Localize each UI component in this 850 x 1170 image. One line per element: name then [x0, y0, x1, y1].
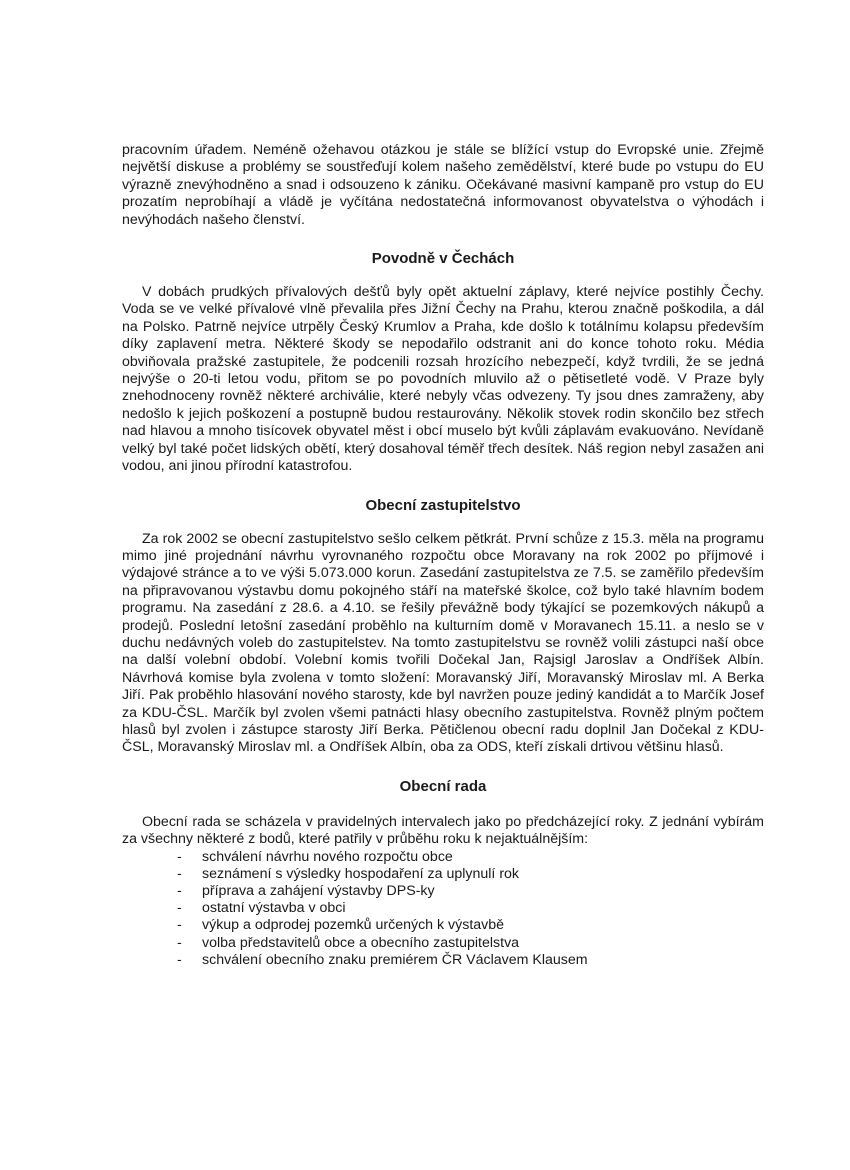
- bullet-dash: -: [177, 917, 182, 934]
- bullet-dash: -: [177, 951, 182, 968]
- list-item-text: příprava a zahájení výstavby DPS-ky: [202, 883, 435, 899]
- bullet-dash: -: [177, 865, 182, 882]
- list-item: [122, 935, 764, 952]
- board-paragraph: Obecní rada se scházela v pravidelných intervalech jako po předcházející roky. Z jednání vybírám za všechny některé z bodů, které patřily v průběhu roku k nejaktuálnějším:: [122, 813, 764, 848]
- floods-paragraph: V dobách prudkých přívalových dešťů byly opět aktuelní záplavy, které nejvíce postihly Čechy. Voda se ve velké přívalové vlně převalila přes Jižní Čechy na Prahu, kterou značně poškodila, a dál na Polsko. Patrně nejvíce utrpěly Český Krumlov a Praha, kde došlo k totálnímu kolapsu především díky zaplavení metra. Některé škody se nepodařilo odstranit ani do konce tohoto roku. Média obviňovala pražské zastupitele, že podcenili rozsah hrozícího nebezpečí, když tvrdili, že se jedná nejvýše o 20-ti letou vodu, přitom se po povodních mluvilo až o pětisetleté vodě. V Praze byly znehodnoceny rovněž některé archiválie, které nebyly včas odvezeny. Ty jsou dnes zamraženy, aby nedošlo k jejich poškození a postupně budou restaurovány. Několik stovek rodin skončilo bez střech nad hlavou a mnoho tisícovek obyvatel měst i obcí muselo být kvůli záplavám evakuováno. Nevídaně velký byl také počet lidských obětí, který dosahoval téměř třech desítek. Náš region nebyl zasažen ani vodou, ani jinou přírodní katastrofou.: [122, 284, 764, 475]
- page-content: [122, 142, 764, 969]
- list-item: [122, 917, 764, 934]
- list-item-text: schválení návrhu nového rozpočtu obce: [202, 848, 453, 865]
- list-item: [122, 849, 764, 866]
- list-item-text: schválení obecního znaku premiérem ČR Václavem Klausem: [202, 951, 588, 968]
- bullet-dash: -: [177, 900, 182, 917]
- list-item: [122, 866, 764, 883]
- section-heading-council: Obecní zastupitelstvo: [365, 496, 521, 514]
- list-item: [122, 900, 764, 917]
- board-agenda-list: [122, 849, 764, 969]
- list-item-text: volba představitelů obce a obecního zastupitelstva: [202, 934, 520, 951]
- intro-paragraph: pracovním úřadem. Neméně ožehavou otázkou je stále se blížící vstup do Evropské unie. Zřejmě největší diskuse a problémy se soustřeďují kolem našeho zemědělství, které bude po vstupu do EU výrazně znevýhodněno a snad i odsouzeno k zániku. Očekávané masivní kampaně pro vstup do EU prozatím neprobíhají a vládě je vyčítána nedostatečná informovanost obyvatelstva o výhodách i nevýhodách našeho členství.: [122, 142, 764, 228]
- list-item: [122, 952, 764, 969]
- section-heading-floods: Povodně v Čechách: [371, 250, 515, 268]
- section-heading-board: Obecní rada: [399, 777, 487, 795]
- list-item-text: seznámení s výsledky hospodaření za uplynulí rok: [202, 865, 520, 882]
- list-item: [122, 883, 764, 900]
- bullet-dash: -: [177, 883, 182, 899]
- bullet-dash: -: [177, 848, 182, 865]
- bullet-dash: -: [177, 934, 182, 951]
- list-item-text: ostatní výstavba v obci: [202, 900, 346, 917]
- list-item-text: výkup a odprodej pozemků určených k výstavbě: [202, 917, 505, 934]
- council-paragraph: Za rok 2002 se obecní zastupitelstvo sešlo celkem pětkrát. První schůze z 15.3. měla na programu mimo jiné projednání návrhu vyrovnaného rozpočtu obce Moravany na rok 2002 po příjmové i výdajové stránce a to ve výši 5.073.000 korun. Zasedání zastupitelstva ze 7.5. se zaměřilo především na připravovanou výstavbu domu pokojného stáří na mateřské školce, což bylo také hlavním bodem programu. Na zasedání z 28.6. a 4.10. se řešily převážně body týkající se pozemkových nákupů a prodejů. Poslední letošní zasedání proběhlo na kulturním domě v Moravanech 15.11. a neslo se v duchu nedávných voleb do zastupitelstev. Na tomto zastupitelstvu se rovněž volili zástupci naší obce na další volební období. Volební komis tvořili Dočekal Jan, Rajsigl Jaroslav a Ondříšek Albín. Návrhová komise byla zvolena v tomto složení: Moravanský Jiří, Moravanský Miroslav ml. A Berka Jiří. Pak proběhlo hlasování nového starosty, kde byl navržen pouze jediný kandidát a to Marčík Josef za KDU-ČSL. Marčík byl zvolen všemi patnácti hlasy obecního zastupitelstva. Rovněž plným počtem hlasů byl zvolen i zástupce starosty Jiří Berka. Pětičlenou obecní radu doplnil Jan Dočekal z KDU-ČSL, Moravanský Miroslav ml. a Ondříšek Albín, oba za ODS, kteří získali drtivou většinu hlasů.: [122, 530, 764, 756]
